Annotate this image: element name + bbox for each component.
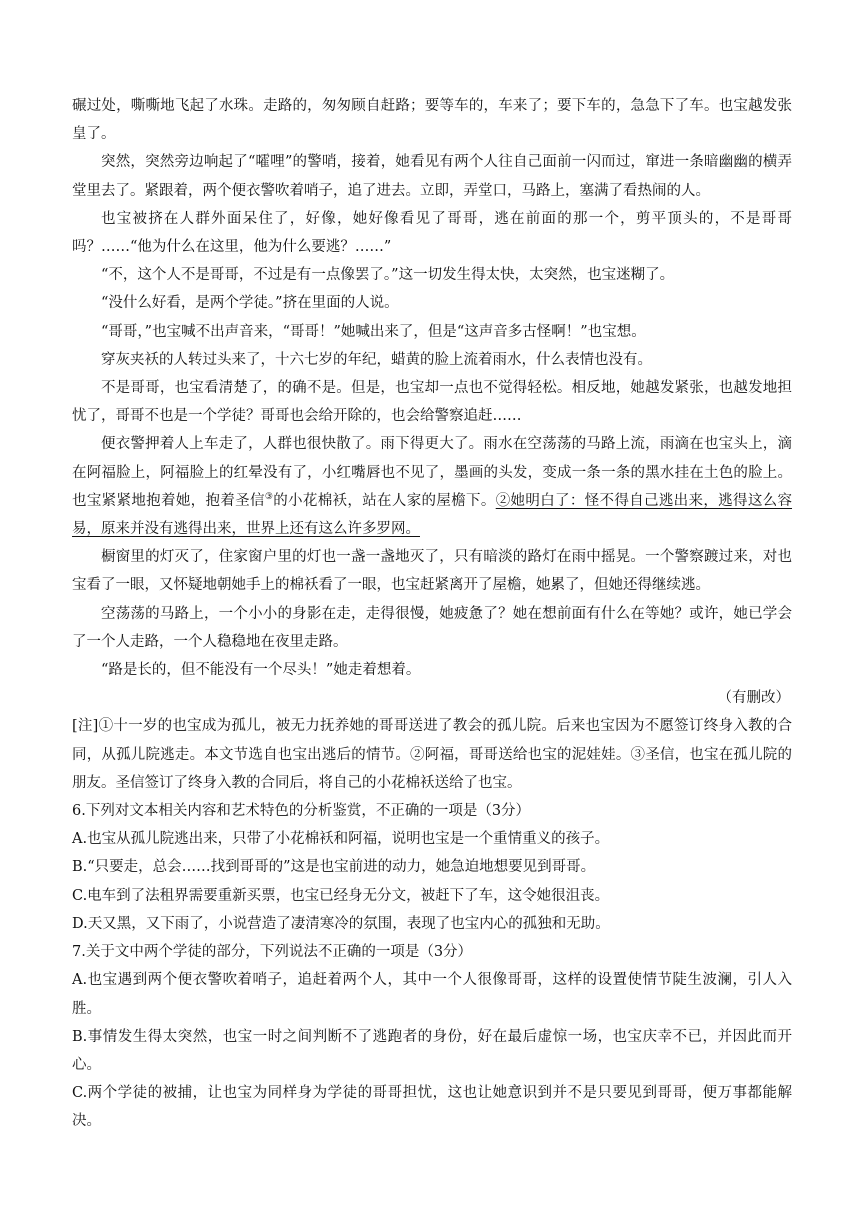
story-paragraph: “哥哥，”也宝喊不出声音来，“哥哥！”她喊出来了，但是“这声音多古怪啊！”也宝想。 bbox=[101, 323, 646, 340]
question-7-option-b: B.事情发生得太突然，也宝一时之间判断不了逃跑者的身份，好在最后虚惊一场，也宝庆幸不已，并因此而开心。 bbox=[72, 1028, 792, 1073]
story-text: 的小花棉袄，站在人家的屋檐下。 bbox=[273, 492, 496, 509]
story-paragraph: 不是哥哥，也宝看清楚了，的确不是。但是，也宝却一点也不觉得轻松。相反地，她越发紧张，也越发地担忧了，哥哥不也是一个学徒？哥哥也会给开除的，也会给警察追赶…… bbox=[72, 380, 792, 425]
question-6-option-d: D.天又黑，又下雨了，小说营造了凄清寒冷的氛围，表现了也宝内心的孤独和无助。 bbox=[72, 915, 610, 932]
story-paragraph: “路是长的，但不能没有一个尽头！”她走着想着。 bbox=[101, 662, 421, 679]
story-paragraph bbox=[72, 430, 792, 543]
footnote-marker: ③ bbox=[264, 492, 274, 503]
footnote: [注]①十一岁的也宝成为孤儿，被无力抚养她的哥哥送进了教会的孤儿院。后来也宝因为不愿签订终身入教的合同，从孤儿院逃走。本文节选自也宝出逃后的情节。②阿福，哥哥送给也宝的泥娃娃。③圣信，也宝在孤儿院的朋友。圣信签订了终身入教的合同后，将自己的小花棉袄送给了也宝。 bbox=[72, 718, 792, 791]
story-paragraph: 突然，突然旁边响起了“嚯哩”的警哨，接着，她看见有两个人往自己面前一闪而过，窜进一条暗幽幽的横弄堂里去了。紧跟着，两个便衣警吹着哨子，追了进去。立即，弄堂口，马路上，塞满了看热闹的人。 bbox=[72, 154, 792, 199]
story-paragraph: “不，这个人不是哥哥，不过是有一点像罢了。”这一切发生得太快，太突然，也宝迷糊了。 bbox=[101, 267, 675, 284]
story-paragraph: 也宝被挤在人群外面呆住了，好像，她好像看见了哥哥，逃在前面的那一个，剪平顶头的，不是哥哥吗？……“他为什么在这里，他为什么要逃？……” bbox=[72, 210, 792, 256]
underlined-sentence: ②她明白了：怪不得自己逃出来，逃得这么容易，原来并没有逃得出来，世界上还有这么许多罗网。 bbox=[72, 492, 793, 538]
story-paragraph: 橱窗里的灯灭了，住家窗户里的灯也一盏一盏地灭了，只有暗淡的路灯在雨中摇晃。一个警察踱过来，对也宝看了一眼，又怀疑地朝她手上的棉袄看了一眼，也宝赶紧离开了屋檐，她累了，但她还得继续逃。 bbox=[72, 549, 792, 594]
question-7-option-a: A.也宝遇到两个便衣警吹着哨子，追赶着两个人，其中一个人很像哥哥，这样的设置使情节陡生波澜，引人入胜。 bbox=[72, 972, 792, 1017]
question-6-option-b: B.“只要走，总会……找到哥哥的”这是也宝前进的动力，她急迫地想要见到哥哥。 bbox=[72, 859, 596, 876]
question-6-stem: 6.下列对文本相关内容和艺术特色的分析鉴赏，不正确的一项是（3分） bbox=[72, 803, 531, 820]
document-page bbox=[72, 92, 792, 1136]
story-paragraph: 穿灰夹袄的人转过头来了，十六七岁的年纪，蜡黄的脸上流着雨水，什么表情也没有。 bbox=[101, 351, 652, 368]
story-paragraph: 碾过处，嘶嘶地飞起了水珠。走路的，匆匆顾自赶路；要等车的，车来了；要下车的，急急下了车。也宝越发张皇了。 bbox=[72, 98, 792, 143]
question-6-option-a: A.也宝从孤儿院逃出来，只带了小花棉袄和阿福，说明也宝是一个重情重义的孩子。 bbox=[72, 831, 610, 848]
story-paragraph: “没什么好看，是两个学徒。”挤在里面的人说。 bbox=[101, 295, 399, 312]
question-7-option-c: C.两个学徒的被捕，让也宝为同样身为学徒的哥哥担忧，这也让她意识到并不是只要见到哥哥，便万事都能解决。 bbox=[72, 1085, 792, 1130]
story-text: 便衣警押着人上车走了，人群也很快散了。雨下得更大了。雨水在空荡荡的马路上流，雨滴在也宝头上，滴在阿福脸上，阿福脸上的红晕没有了，小红嘴唇也不见了，墨画的头发，变成一条一条的黑水挂在土色的脸上。也宝紧紧地抱着她，抱着圣信 bbox=[72, 436, 792, 509]
story-paragraph: 空荡荡的马路上，一个小小的身影在走，走得很慢，她疲惫了？她在想前面有什么在等她？或许，她已学会了一个人走路，一个人稳稳地在夜里走路。 bbox=[72, 605, 792, 650]
source-note: （有删改） bbox=[717, 690, 790, 707]
question-7-stem: 7.关于文中两个学徒的部分，下列说法不正确的一项是（3分） bbox=[72, 944, 473, 961]
question-6-option-c: C.电车到了法租界需要重新买票，也宝已经身无分文，被赶下了车，这令她很沮丧。 bbox=[72, 887, 610, 904]
